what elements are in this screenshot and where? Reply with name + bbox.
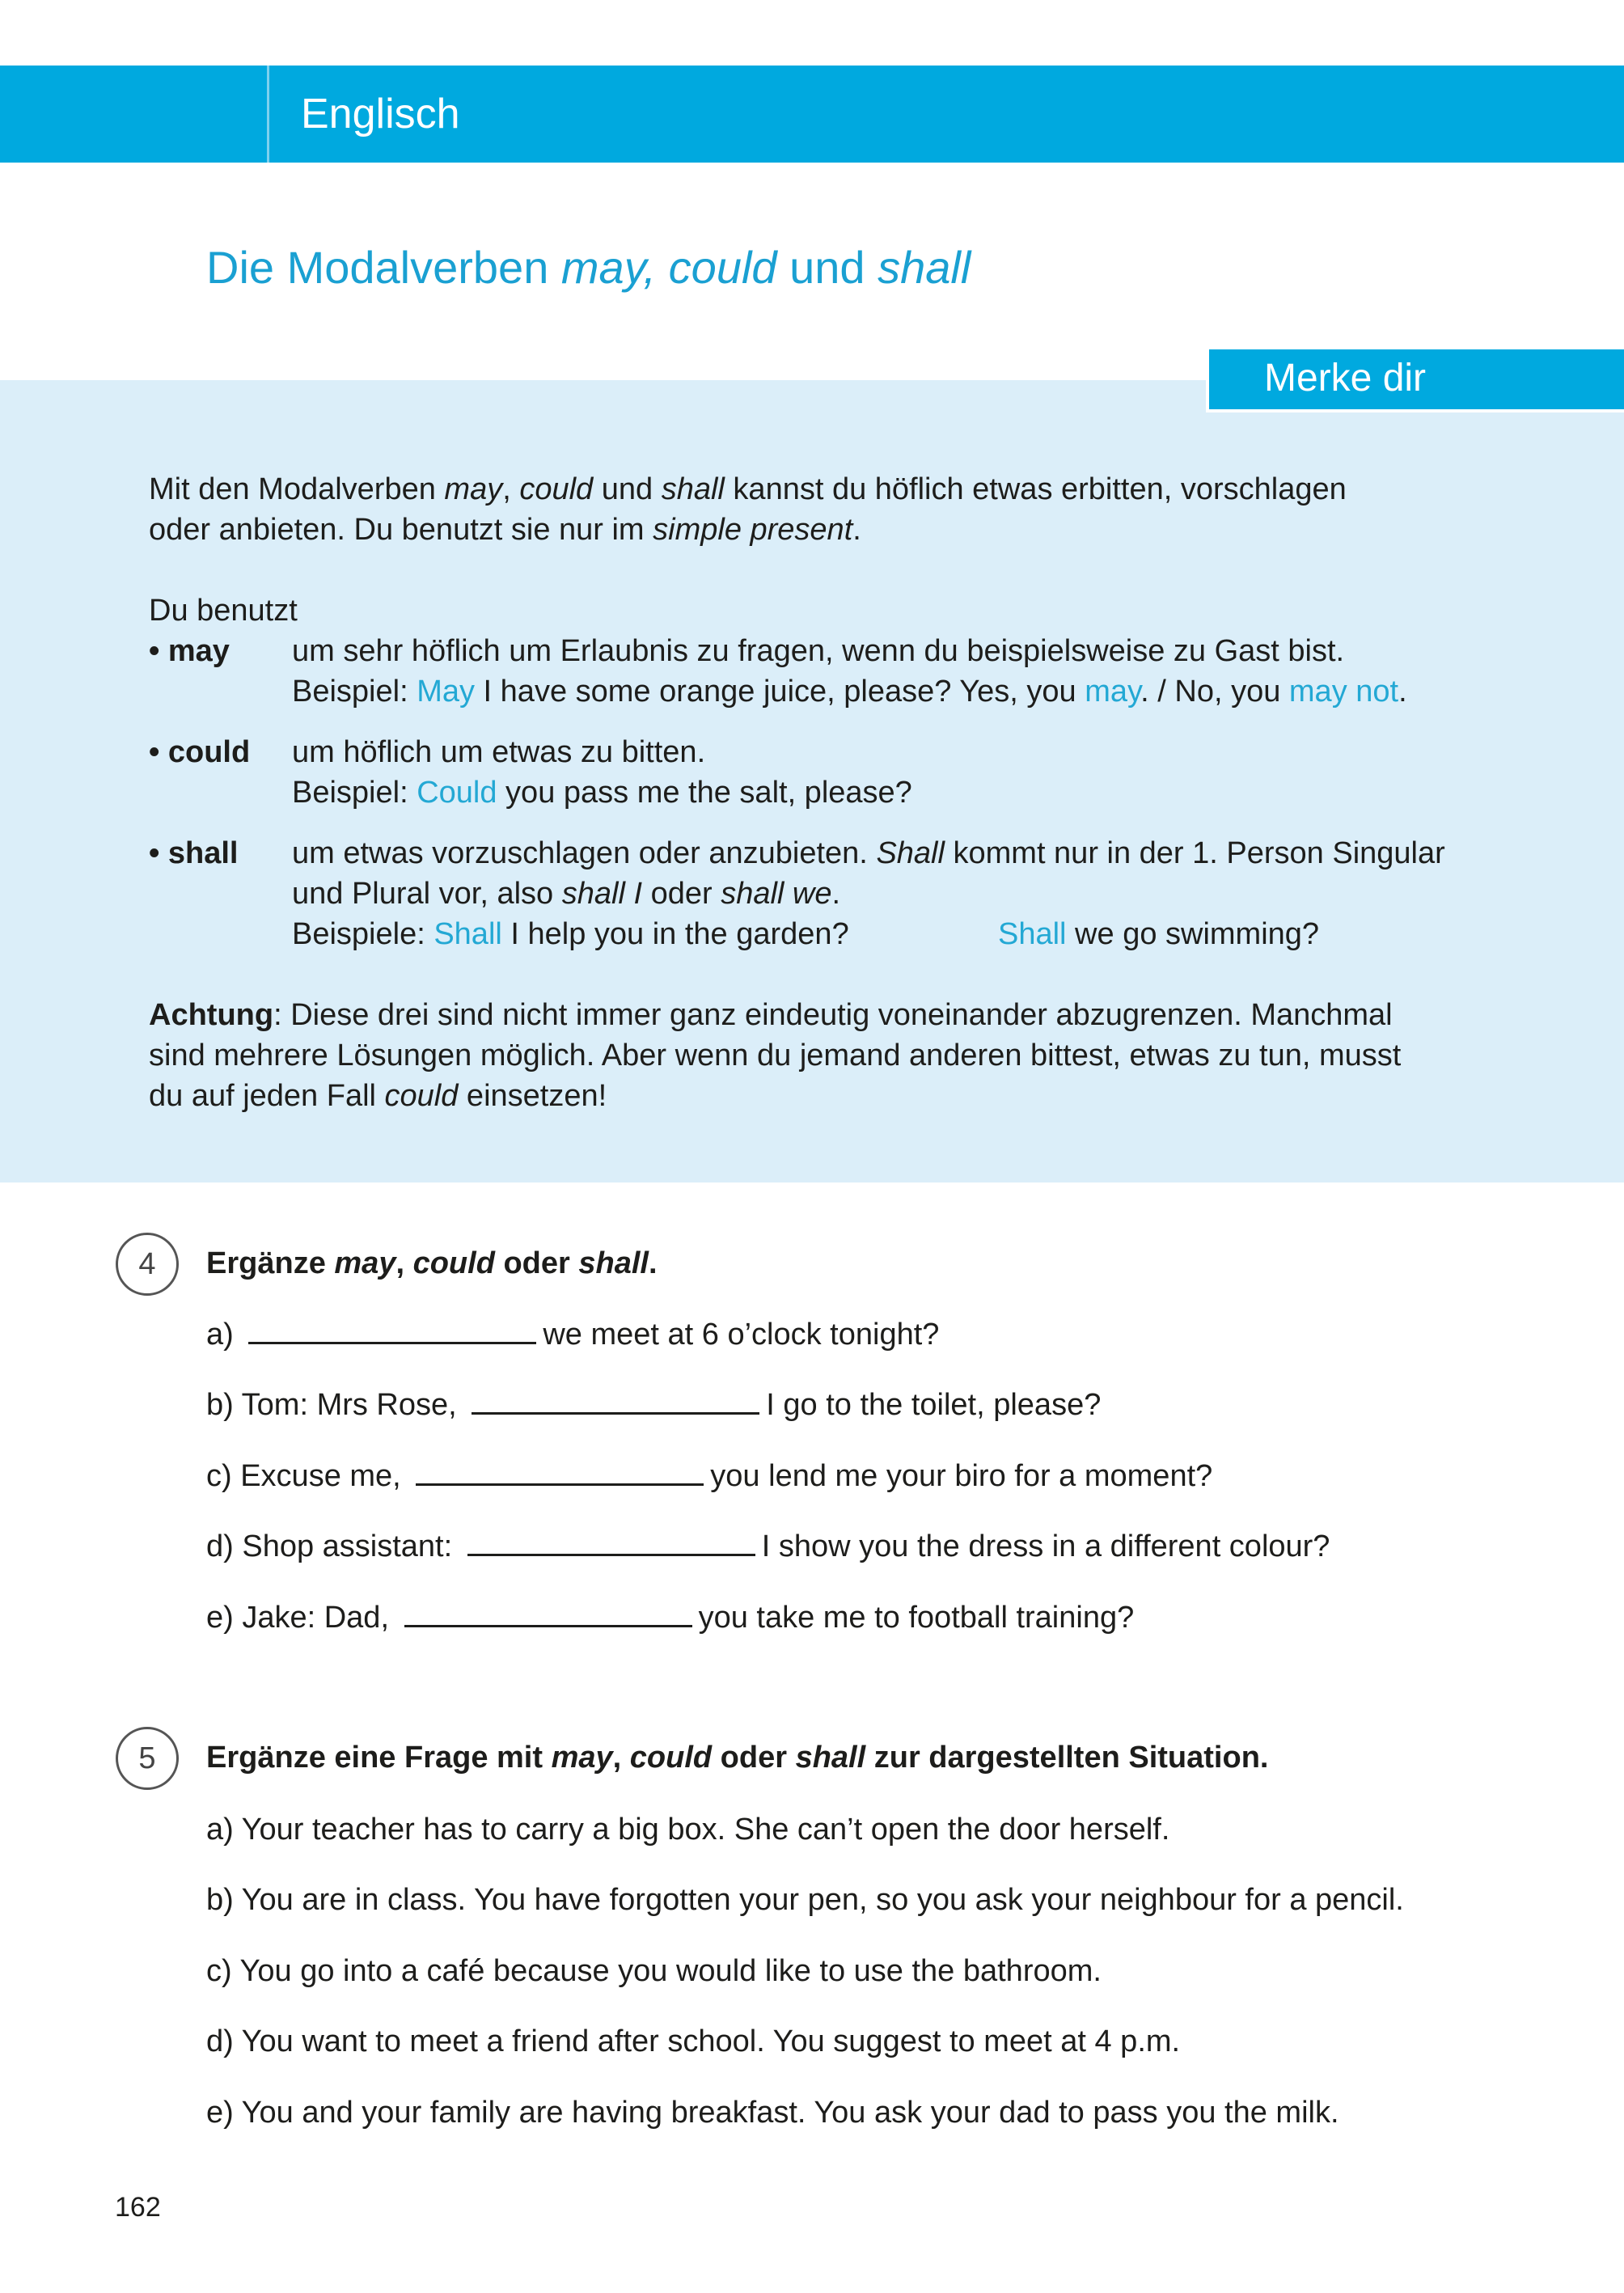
exercise-4-item: b) Tom: Mrs Rose, I go to the toilet, please? [206,1388,1102,1422]
intro-line-1: Mit den Modalverben may, could und shall kannst du höflich etwas erbitten, vorschlagen [149,472,1347,506]
may-description: um sehr höflich um Erlaubnis zu fragen, wenn du beispielsweise zu Gast bist. [292,634,1345,668]
exercise-4-item: d) Shop assistant: I show you the dress in a different colour? [206,1529,1330,1563]
answer-blank[interactable] [472,1412,759,1415]
bullet-could: • could [149,735,251,769]
may-example: Beispiel: May I have some orange juice, please? Yes, you may. / No, you may not. [292,675,1407,709]
could-example: Beispiel: Could you pass me the salt, please? [292,776,912,810]
bullet-shall: • shall [149,836,239,870]
exercise-5-item: b) You are in class. You have forgotten your pen, so you ask your neighbour for a pencil. [206,1883,1404,1917]
page-number: 162 [115,2192,161,2223]
achtung-line-1: Achtung: Diese drei sind nicht immer ganz eindeutig voneinander abzugrenzen. Manchmal [149,998,1393,1032]
intro-line-2: oder anbieten. Du benutzt sie nur im simple present. [149,513,861,547]
shall-description-2: und Plural vor, also shall I oder shall we. [292,877,841,911]
exercise-5-item: a) Your teacher has to carry a big box. She can’t open the door herself. [206,1813,1170,1847]
answer-blank[interactable] [416,1483,704,1486]
merke-badge [1206,349,1624,412]
answer-blank[interactable] [248,1342,536,1344]
exercise-4-title: Ergänze may, could oder shall. [206,1246,658,1280]
exercise-5-number: 5 [116,1727,179,1790]
exercise-4-item: a) we meet at 6 o’clock tonight? [206,1318,940,1352]
du-benutzt: Du benutzt [149,594,298,628]
subject-title: Englisch [301,91,460,137]
answer-blank[interactable] [404,1625,692,1627]
shall-description-1: um etwas vorzuschlagen oder anzubieten. Shall kommt nur in der 1. Person Singular [292,836,1445,870]
exercise-5-item: d) You want to meet a friend after school. You suggest to meet at 4 p.m. [206,2024,1181,2058]
shall-example-1: Beispiele: Shall I help you in the garden? [292,917,849,951]
achtung-line-3: du auf jeden Fall could einsetzen! [149,1079,607,1113]
exercise-4-item: c) Excuse me, you lend me your biro for a moment? [206,1459,1213,1493]
exercise-5-item: c) You go into a café because you would like to use the bathroom. [206,1954,1102,1988]
shall-example-2: Shall we go swimming? [998,917,1320,951]
answer-blank[interactable] [467,1554,755,1556]
bullet-may: • may [149,634,230,668]
could-description: um höflich um etwas zu bitten. [292,735,706,769]
exercise-5-item: e) You and your family are having breakfast. You ask your dad to pass you the milk. [206,2096,1339,2130]
exercise-4-number: 4 [116,1233,179,1296]
subject-header [0,66,1624,163]
achtung-line-2: sind mehrere Lösungen möglich. Aber wenn du jemand anderen bittest, etwas zu tun, musst [149,1039,1402,1072]
page-title: Die Modalverben may, could und shall [206,242,971,293]
merke-label: Merke dir [1264,357,1427,400]
exercise-4-item: e) Jake: Dad, you take me to football training? [206,1601,1135,1635]
exercise-5-title: Ergänze eine Frage mit may, could oder shall zur dargestellten Situation. [206,1741,1269,1775]
header-divider [267,66,269,163]
